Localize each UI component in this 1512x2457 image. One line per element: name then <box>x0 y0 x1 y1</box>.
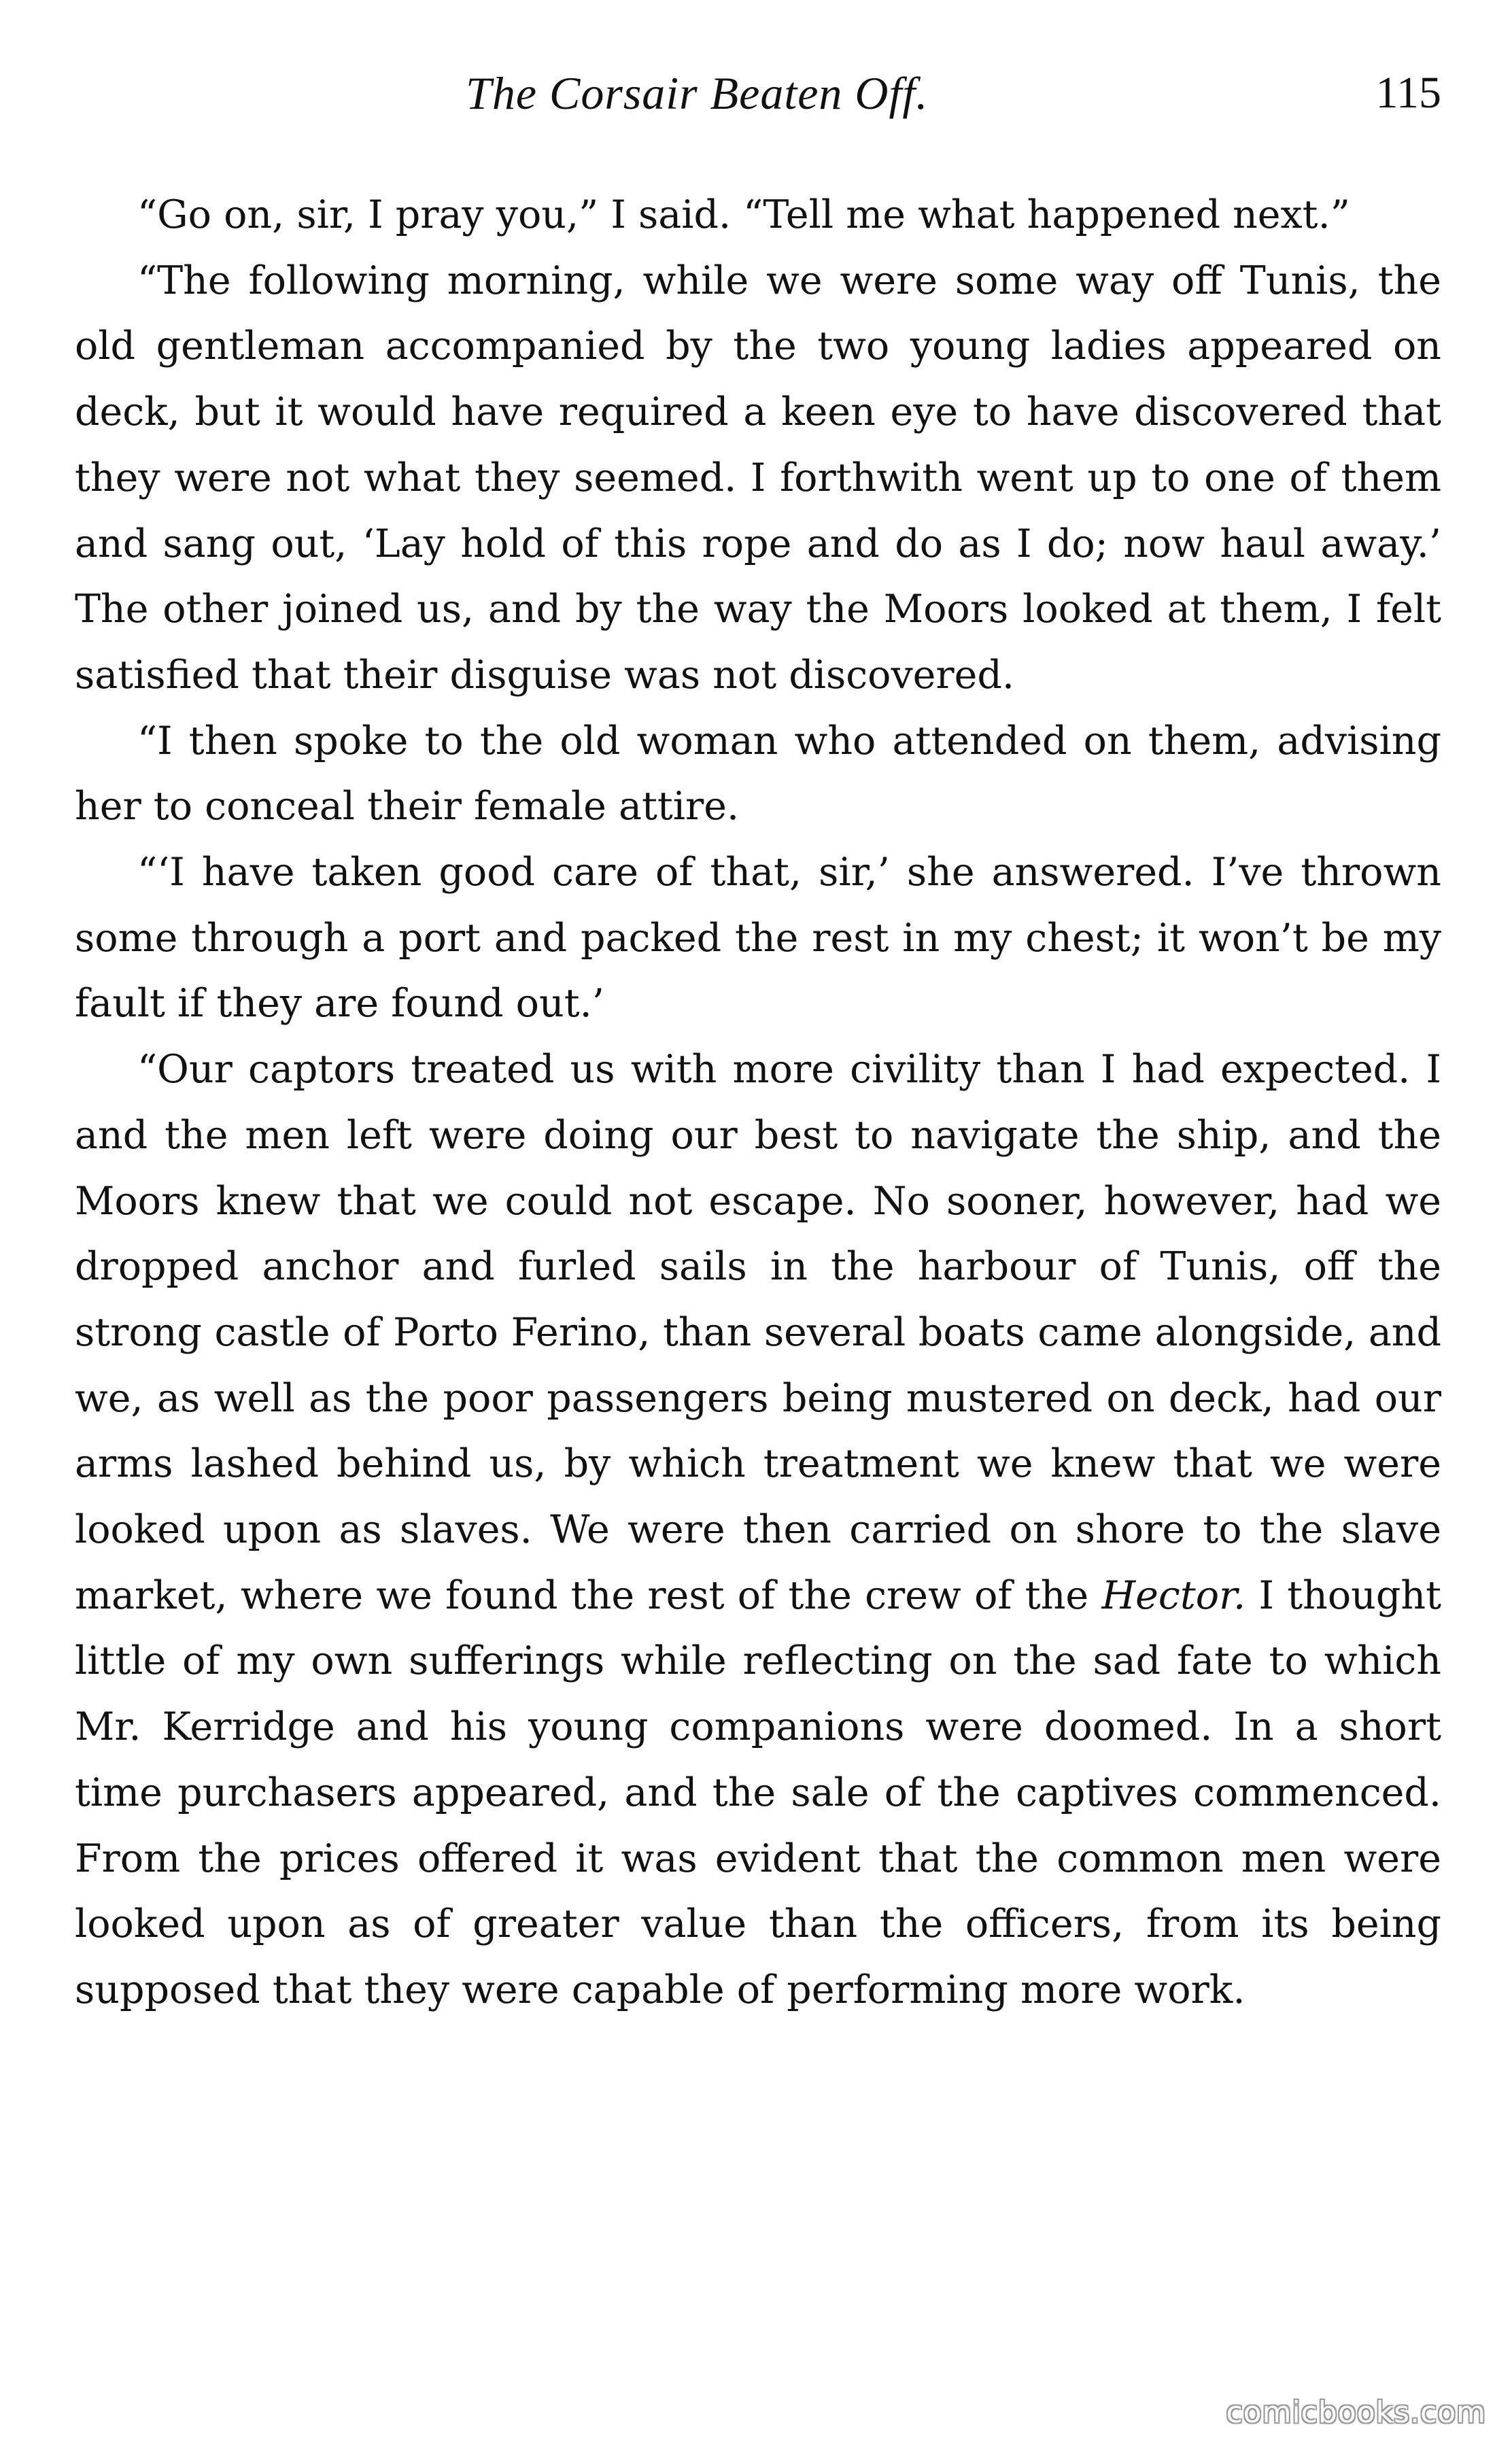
watermark: comicbooks.com <box>1226 2395 1486 2430</box>
paragraph-5-part-1: “Our captors treated us with more civility than I had expected. I and the men left were doing our best to navigate the ship, and the Moors knew that we could not escape. No sooner, however, had we dropped anchor and furled sails in the harbour of Tunis, off the strong castle of Porto Ferino, than several boats came alongside, and we, as well as the poor passengers being mustered on deck, had our arms lashed behind us, by which treatment we knew that we were looked upon as slaves. We were then carried on shore to the slave market, where we found the rest of the crew of the <box>75 1047 1441 1618</box>
paragraph-4: “‘I have taken good care of that, sir,’ she answered. I’ve thrown some through a port and packed the rest in my chest; it won’t be my fault if they are found out.’ <box>75 850 1441 1027</box>
running-title: The Corsair Beaten Off. <box>466 67 929 119</box>
ship-name: Hector. <box>1101 1573 1246 1618</box>
paragraph-1: “Go on, sir, I pray you,” I said. “Tell me what happened next.” <box>137 192 1350 237</box>
paragraph-3: “I then spoke to the old woman who attended on them, advising her to conceal their female attire. <box>75 718 1441 829</box>
paragraph-5-part-2: I thought little of my own sufferings while reflecting on the sad fate to which Mr. Kerridge and his young companions were doomed. In a short time purchasers appeared, and the sale of the captives commenced. From the prices offered it was evident that the common men were looked upon as of greater value than the officers, from its being supposed that they were capable of performing more work. <box>75 1573 1441 2012</box>
body-text <box>75 182 1441 2023</box>
page-number: 115 <box>1375 68 1441 118</box>
paragraph-2: “The following morning, while we were some way off Tunis, the old gentleman accompanied by the two young ladies appeared on deck, but it would have required a keen eye to have discovered that they were not what they seemed. I forthwith went up to one of them and sang out, ‘Lay hold of this rope and do as I do; now haul away.’ The other joined us, and by the way the Moors looked at them, I felt satisfied that their disguise was not discovered. <box>75 258 1441 698</box>
paragraph-5 <box>75 1037 1441 2023</box>
page-header <box>75 63 1441 124</box>
